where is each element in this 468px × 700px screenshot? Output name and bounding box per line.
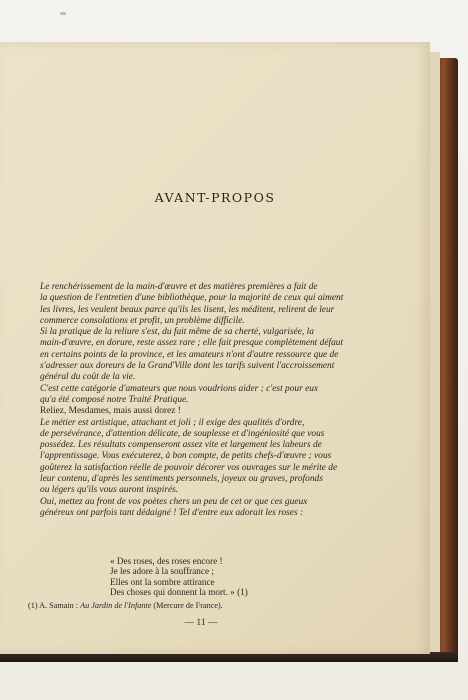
text-line: Reliez, Mesdames, mais aussi dorez !: [40, 406, 181, 417]
text-line: s'adresser aux doreurs de la Grand'Ville dont les tarifs suivent l'accroissement: [40, 361, 335, 372]
paragraph-3: [28, 384, 356, 407]
poem-line: Elles ont la sombre attirance: [110, 576, 215, 587]
poem-line: Je les adore à la souffrance ;: [110, 566, 214, 577]
poem-line: « Des roses, des roses encore !: [110, 556, 223, 566]
paragraph-6: [28, 497, 356, 520]
text-line: C'est cette catégorie d'amateurs que nous voudrions aider ; c'est pour eux: [40, 383, 319, 394]
text-line: de persévérance, d'attention délicate, de souplesse et d'ingéniosité que vous: [40, 428, 325, 439]
paragraph-4: [28, 406, 356, 417]
text-line: leur contenu, d'après les sentiments personnels, joyeux ou graves, profonds: [40, 474, 323, 485]
text-line: Oui, mettez au front de vos poètes chers un peu de cet or que ces gueux: [40, 496, 308, 507]
text-line: main-d'œuvre, en dorure, reste assez rare ; elle fait presque complètement défaut: [40, 338, 344, 349]
text-line: généreux ont parfois tant dédaigné ! Tel d'entre eux adorait les roses :: [40, 507, 304, 518]
text-line: la question de l'entretien d'une bibliothèque, pour la majorité de ceux qui aiment: [40, 293, 344, 304]
text-line: qu'a été composé notre Traité Pratique.: [40, 394, 189, 405]
text-line: Le métier est artistique, attachant et joli ; il exige des qualités d'ordre,: [40, 417, 305, 428]
page-number: — 11 —: [184, 618, 218, 628]
text-line: général du coût de la vie.: [40, 372, 136, 383]
poem-line: Des choses qui donnent la mort. » (1): [110, 587, 248, 598]
paragraph-1: [28, 282, 356, 327]
footnote-source: (Mercure de France).: [153, 601, 223, 610]
text-line: ou légers qu'ils vous auront inspirés.: [40, 485, 179, 496]
footnote-author: A. Samain :: [39, 601, 79, 610]
footnote-title: Au Jardin de l'Infante: [80, 601, 152, 610]
dust-speck: [60, 12, 66, 15]
poem-quote: [110, 556, 248, 598]
body-text: [28, 282, 356, 519]
text-line: les livres, les veulent beaux parce qu'ils les lisent, les méditent, relirent de leur: [40, 304, 335, 315]
text-line: commerce consolations et profit, un problème difficile.: [40, 315, 245, 326]
text-line: Si la pratique de la reliure s'est, du fait même de sa cherté, vulgarisée, la: [40, 327, 314, 338]
paragraph-2: [28, 327, 356, 383]
page-heading: AVANT-PROPOS: [154, 190, 276, 205]
text-line: l'apprentissage. Vous exécuterez, à bon compte, de petits chefs-d'œuvre ; vous: [40, 451, 332, 462]
text-line: en certains points de la province, et les amateurs n'ont d'autre ressource que de: [40, 349, 339, 360]
text-line: possédez. Les résultats compenseront assez vite et largement les labeurs de: [40, 440, 322, 451]
footnote-marker: (1): [28, 601, 38, 610]
paragraph-5: [28, 418, 356, 497]
book-page: [0, 42, 430, 654]
text-line: goûterez la satisfaction réelle de pouvoir décorer vos ouvrages sur le mérite de: [40, 462, 338, 473]
text-line: Le renchérissement de la main-d'œuvre et des matières premières a fait de: [40, 282, 318, 292]
footnote: [28, 601, 223, 610]
